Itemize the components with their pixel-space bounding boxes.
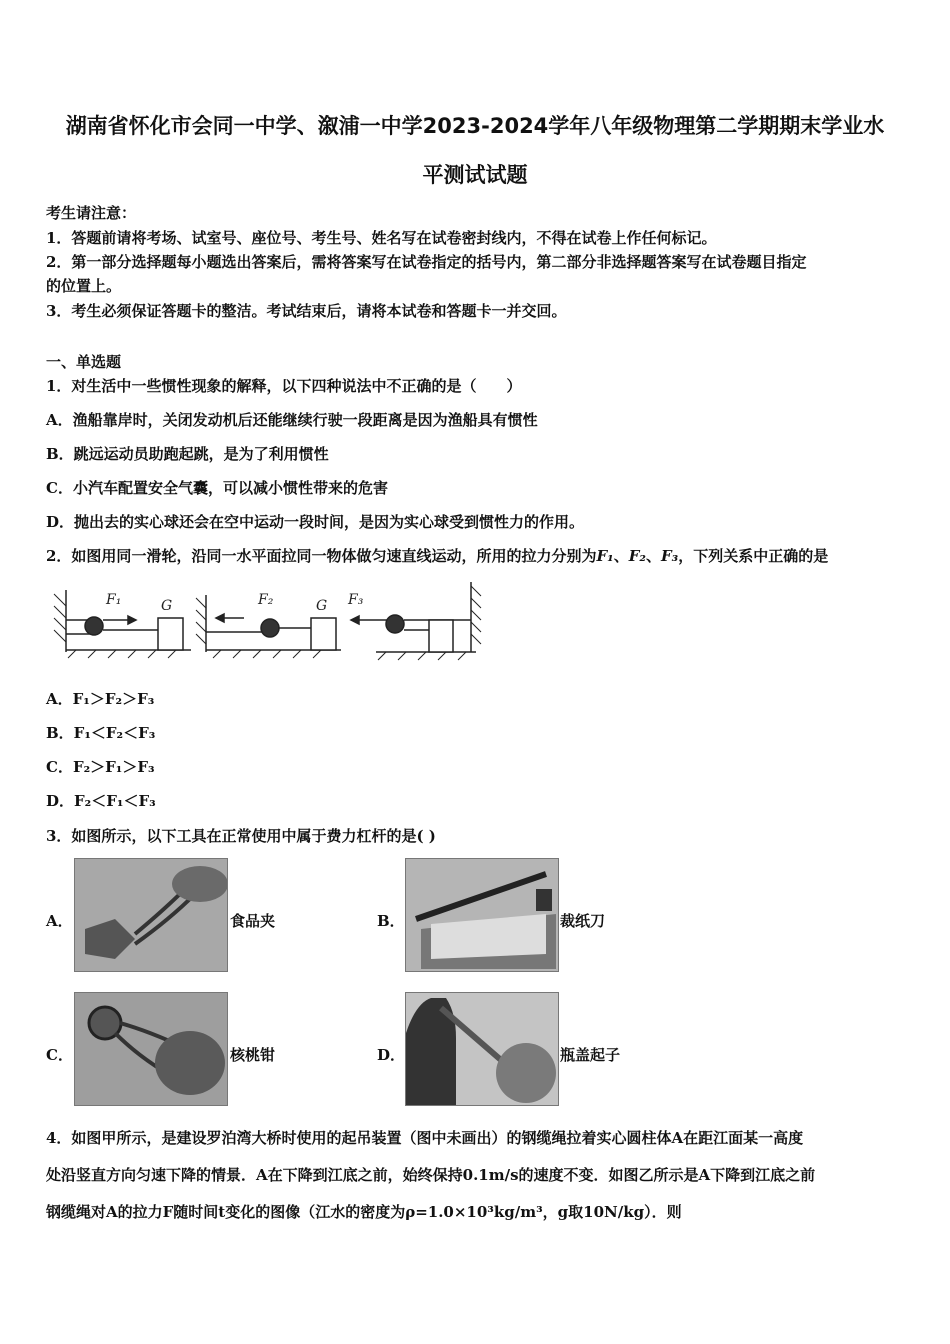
question-4-line: 4．如图甲所示，是建设罗泊湾大桥时使用的起吊装置（图中未画出）的钢缆绳拉着实心圆柱体A在距江面某一高度	[46, 1129, 804, 1147]
pulley-figure	[46, 580, 496, 665]
question-3-option-c-label: 核桃钳	[230, 1046, 276, 1064]
question-2-stem	[46, 546, 916, 566]
question-2-stem-text: 2．如图用同一滑轮，沿同一水平面拉同一物体做匀速直线运动，所用的拉力分别为	[46, 547, 597, 565]
figure-label: F₂	[258, 592, 274, 608]
notice-item: 1．答题前请将考场、试室号、座位号、考生号、姓名写在试卷密封线内，不得在试卷上作任何标记。	[46, 229, 717, 247]
question-3-option-a-label: 食品夹	[230, 912, 276, 930]
pulley-wheel	[386, 615, 404, 633]
figure-label: G	[316, 598, 328, 614]
notice-item: 3．考生必须保证答题卡的整洁。考试结束后，请将本试卷和答题卡一并交回。	[46, 302, 567, 320]
question-1-option-d: D．抛出去的实心球还会在空中运动一段时间，是因为实心球受到惯性力的作用。	[46, 513, 585, 531]
section-heading: 一、单选题	[46, 353, 122, 371]
separator: 、	[613, 547, 629, 565]
question-3-option-b-letter: B．	[377, 912, 405, 930]
question-2-option-d: D．F₂＜F₁＜F₃	[46, 792, 156, 810]
pulley-wheel	[261, 619, 279, 637]
page-title-line-2: 平测试试题	[422, 163, 528, 187]
question-4-line: 钢缆绳对A的拉力F随时间t变化的图像（江水的密度为ρ=1.0×10³kg/m³，g取10N/kg）．则	[46, 1203, 682, 1221]
block	[158, 618, 183, 650]
question-1-option-b: B．跳远运动员助跑起跳，是为了利用惯性	[46, 445, 329, 463]
separator: 、	[645, 547, 661, 565]
nutcracker-photo	[74, 992, 228, 1106]
figure-label: F₁	[106, 592, 122, 608]
question-1-option-c: C．小汽车配置安全气囊，可以减小惯性带来的危害	[46, 479, 388, 497]
question-3-option-d-letter: D．	[377, 1046, 406, 1064]
pulley-wheel	[85, 617, 103, 635]
question-2-stem-tail: ，下列关系中正确的是	[678, 547, 829, 565]
question-3-stem: 3．如图所示，以下工具在正常使用中属于费力杠杆的是( )	[46, 827, 436, 845]
figure-label: G	[161, 598, 173, 614]
page-title-line-1: 湖南省怀化市会同一中学、溆浦一中学2023-2024学年八年级物理第二学期期末学业水	[65, 114, 885, 138]
notice-item: 2．第一部分选择题每小题选出答案后，需将答案写在试卷指定的括号内，第二部分非选择题答案写在试卷题目指定	[46, 253, 807, 271]
question-3-option-a-letter: A．	[46, 912, 73, 930]
block	[429, 620, 453, 652]
question-2-option-a: A．F₁＞F₂＞F₃	[46, 690, 155, 708]
paper-cutter-photo	[405, 858, 559, 972]
notice-item: 的位置上。	[46, 277, 122, 295]
question-4-line: 处沿竖直方向匀速下降的情景．A在下降到江底之前，始终保持0.1m/s的速度不变．如图乙所示是A下降到江底之前	[46, 1166, 816, 1184]
force-f2: F₂	[628, 547, 646, 565]
figure-label: F₃	[348, 592, 364, 608]
question-3-option-d-label: 瓶盖起子	[560, 1046, 621, 1064]
question-3-option-c-letter: C．	[46, 1046, 73, 1064]
question-2-option-c: C．F₂＞F₁＞F₃	[46, 758, 155, 776]
block	[311, 618, 336, 650]
question-2-option-b: B．F₁＜F₂＜F₃	[46, 724, 156, 742]
notice-heading: 考生请注意：	[46, 204, 137, 222]
question-1-option-a: A．渔船靠岸时，关闭发动机后还能继续行驶一段距离是因为渔船具有惯性	[46, 411, 538, 429]
force-f1: F₁	[596, 547, 614, 565]
question-1-stem: 1．对生活中一些惯性现象的解释，以下四种说法中不正确的是（ ）	[46, 377, 522, 395]
bottle-opener-photo	[405, 992, 559, 1106]
force-f3: F₃	[660, 547, 679, 565]
question-3-option-b-label: 裁纸刀	[560, 912, 606, 930]
food-tongs-photo	[74, 858, 228, 972]
